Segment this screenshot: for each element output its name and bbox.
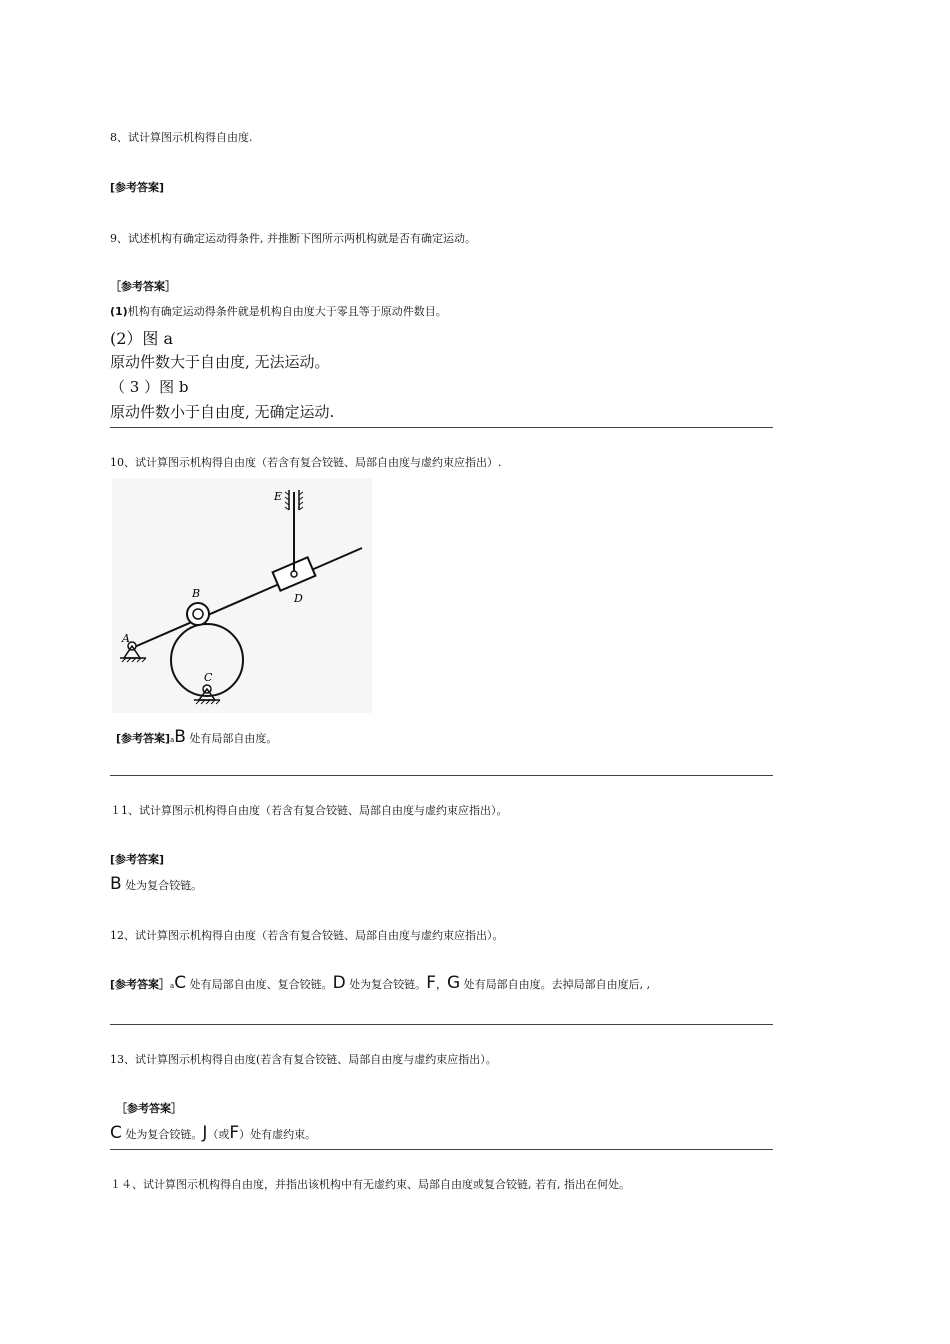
q11-answer-text: 处为复合铰链。 — [121, 879, 203, 892]
q9-answer-label: ［参考答案］ — [110, 280, 176, 293]
q10-question: 10、试计算图示机构得自由度（若含有复合铰链、局部自由度与虚约束应指出）. — [110, 456, 502, 469]
label-b: B — [192, 587, 201, 600]
q11-answer-letter: B — [110, 874, 122, 894]
figure-background — [112, 478, 372, 713]
q12-d-letter: D — [332, 973, 346, 993]
label-d: D — [294, 592, 303, 605]
q13-question: 13、试计算图示机构得自由度(若含有复合铰链、局部自由度与虚约束应指出）。 — [110, 1053, 497, 1066]
q14-question: １４、试计算图示机构得自由度，并指出该机构中有无虚约束、局部自由度或复合铰链, 若有, 指出在何处。 — [110, 1178, 630, 1191]
q12-g-text: 处有局部自由度。去掉局部自由度后, , — [460, 978, 651, 991]
q10-answer-label: [参考答案] — [116, 732, 171, 745]
q9-question: 9、试述机构有确定运动得条件, 并推断下图所示两机构就是否有确定运动。 — [110, 232, 476, 245]
q10-answer-pre: a — [170, 736, 175, 744]
divider — [110, 1024, 773, 1025]
q12-answer-pre: a — [170, 982, 175, 990]
q13-c-text: 处为复合铰链。 — [121, 1128, 203, 1141]
divider — [110, 775, 773, 776]
q10-answer-letter: B — [174, 727, 186, 747]
q12-answer — [110, 973, 650, 993]
q9-answer-line5: 原动件数小于自由度, 无确定运动. — [110, 403, 335, 421]
q13-answer — [110, 1123, 316, 1143]
q13-c-letter: C — [110, 1123, 122, 1143]
q9-line1-text: 机构有确定运动得条件就是机构自由度大于零且等于原动件数目。 — [127, 305, 447, 318]
label-a: A — [122, 632, 130, 645]
q11-question: １1、试计算图示机构得自由度（若含有复合铰链、局部自由度与虚约束应指出）。 — [110, 804, 508, 817]
q10-answer-text: 处有局部自由度。 — [185, 732, 278, 745]
q13-answer-label: ［参考答案］ — [116, 1102, 182, 1115]
q12-f-letter: F — [426, 973, 436, 993]
divider — [110, 427, 773, 428]
q12-c-text: 处有局部自由度、复合铰链。 — [186, 978, 333, 991]
roller-b-pin — [193, 609, 203, 619]
q13-j-letter: J — [202, 1123, 208, 1143]
q12-answer-label: [参考答案］ — [110, 978, 171, 991]
q13-end-text: ）处有虚约束。 — [239, 1128, 317, 1141]
q13-f-letter: F — [229, 1123, 240, 1143]
q8-question: 8、试计算图示机构得自由度. — [110, 131, 253, 144]
q12-d-text: 处为复合铰链。 — [345, 978, 427, 991]
q9-line1-num: (1) — [110, 305, 128, 318]
q11-answer-label: [参考答案] — [110, 853, 165, 866]
q13-mid-text: （或 — [207, 1128, 230, 1141]
q10-answer — [116, 727, 277, 747]
q12-sep: ， — [435, 978, 447, 991]
pin-d — [291, 571, 297, 577]
label-c: C — [204, 671, 213, 684]
q12-g-letter: G — [446, 973, 461, 993]
q9-answer-line1 — [110, 303, 447, 319]
label-e: E — [274, 490, 283, 503]
q12-question: 12、试计算图示机构得自由度（若含有复合铰链、局部自由度与虚约束应指出）。 — [110, 929, 504, 942]
q11-answer — [110, 874, 202, 894]
q9-answer-line3: 原动件数大于自由度, 无法运动。 — [110, 353, 330, 371]
q9-answer-line4: （ 3 ）图 b — [110, 378, 189, 396]
q12-c-letter: C — [174, 973, 187, 993]
q9-answer-line2: (2）图 a — [110, 329, 174, 348]
q8-answer-label: [参考答案] — [110, 181, 165, 194]
divider — [110, 1149, 773, 1150]
q10-mechanism-figure — [112, 478, 372, 713]
